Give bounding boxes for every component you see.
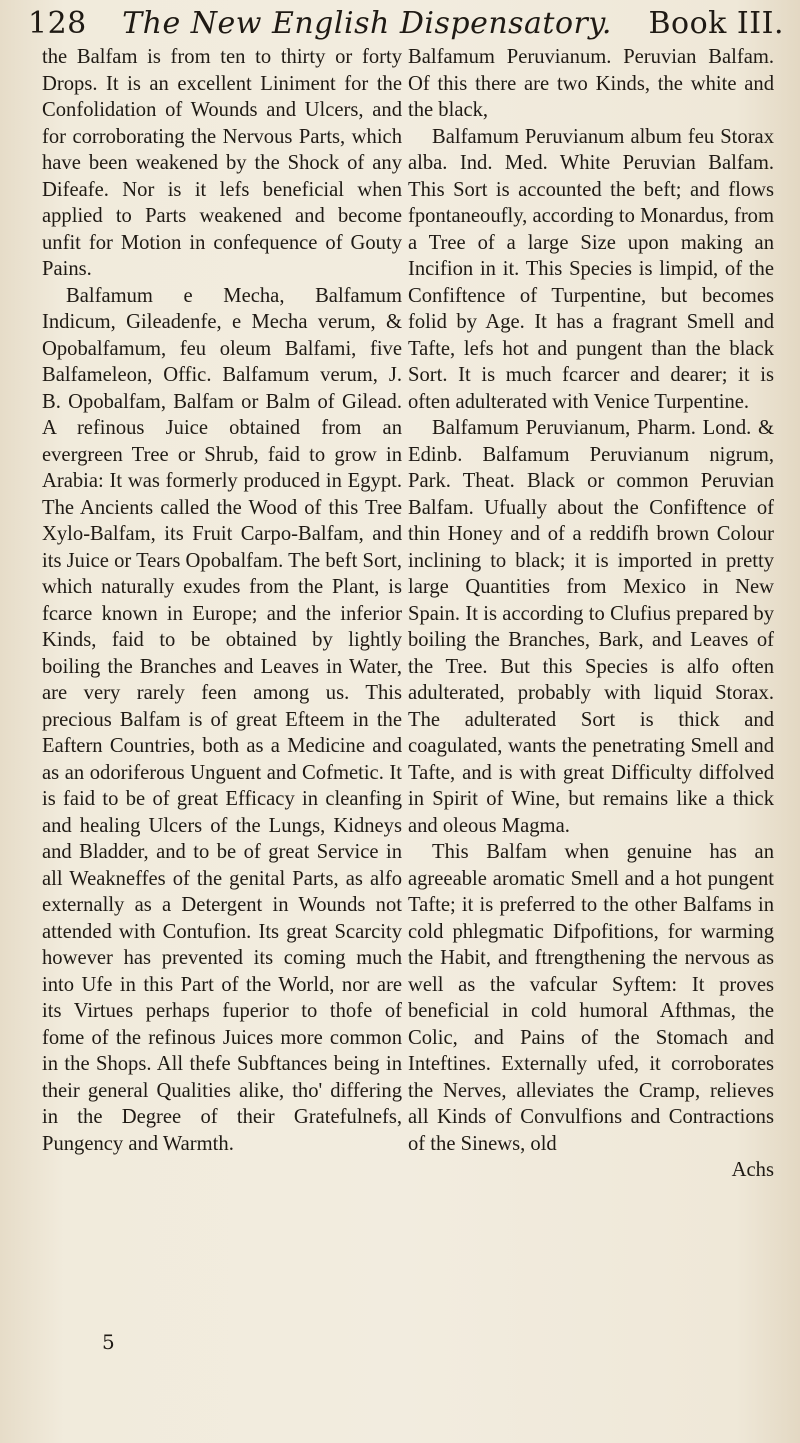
running-header: [28, 6, 784, 46]
paragraph: Balfamum Peruvianum. Peruvian Balfam. Of this there are two Kinds, the white and the black,: [408, 46, 774, 121]
paragraph: Balfamum Peruvianum album feu Storax alba. Ind. Med. White Peruvian Balfam. This Sort is accounted the beft; and flows fpontaneoufly, according to Monardus, from a Tree of a large Size upon making an Incifion in it. This Species is limpid, of the Confiftence of Turpentine, but becomes folid by Age. It has a fragrant Smell and Tafte, lefs hot and pungent than the black Sort. It is much fcarcer and dearer; it is often adulterated with Venice Turpentine.: [408, 125, 774, 413]
paragraph: This Balfam when genuine has an agreeable aromatic Smell and a hot pungent Tafte; it is preferred to the other Balfams in cold phlegmatic Difpofitions, for warming the Habit, and ftrengthening the nervous as well as the vafcular Syftem: It proves beneficial in cold humoral Afthmas, the Colic, and Pains of the Stomach and Inteftines. Externally ufed, it corroborates the Nerves, alleviates the Cramp, relieves all Kinds of Convulfions and Contractions of the Sinews, old: [408, 841, 774, 1155]
right-column: [408, 44, 774, 1184]
page-number: 128: [28, 6, 87, 41]
signature-mark: 5: [102, 1330, 115, 1354]
left-column: [42, 44, 402, 1157]
catchword: Achs: [731, 1159, 774, 1181]
running-title: The New English Dispensatory.: [122, 6, 612, 41]
paragraph: Balfamum e Mecha, Balfamum Indicum, Gileadenfe, e Mecha verum, & Opobalfamum, feu oleum Balfami, five Balfameleon, Offic. Balfamum verum, J. B. Opobalfam, Balfam or Balm of Gilead. A refinous Juice obtained from an evergreen Tree or Shrub, faid to grow in Arabia: It was formerly produced in Egypt. The Ancients called the Wood of this Tree Xylo-Balfam, its Fruit Carpo-Balfam, and its Juice or Tears Opobalfam. The beft Sort, which naturally exudes from the Plant, is fcarce known in Europe; and the inferior Kinds, faid to be obtained by lightly boiling the Branches and Leaves in Water, are very rarely feen among us. This precious Balfam is of great Efteem in the Eaftern Countries, both as a Medicine and as an odoriferous Unguent and Cofmetic. It is faid to be of great Efficacy in cleanfing and healing Ulcers of the Lungs, Kidneys and Bladder, and to be of great Service in all Weakneffes of the genital Parts, as alfo externally as a Detergent in Wounds not attended with Contufion. Its great Scarcity however has prevented its coming much into Ufe in this Part of the World, nor are its Virtues perhaps fuperior to thofe of fome of the refinous Juices more common in the Shops. All thefe Subftances being in their general Qualities alike, tho' differing in the Degree of their Gratefulnefs, Pungency and Warmth.: [42, 284, 402, 1155]
book-label: Book III.: [648, 6, 784, 41]
paragraph: the Balfam is from ten to thirty or forty Drops. It is an excellent Liniment for the Confolidation of Wounds and Ulcers, and for corroborating the Nervous Parts, which have been weakened by the Shock of any Difeafe. Nor is it lefs beneficial when applied to Parts weakened and become unfit for Motion in confequence of Gouty Pains.: [42, 46, 402, 280]
paragraph: Balfamum Peruvianum, Pharm. Lond. & Edinb. Balfamum Peruvianum nigrum, Park. Theat. Black or common Peruvian Balfam. Ufually about the Confiftence of thin Honey and of a reddifh brown Colour inclining to black; it is imported in pretty large Quantities from Mexico in New Spain. It is according to Clufius prepared by boiling the Branches, Bark, and Leaves of the Tree. But this Species is alfo often adulterated, probably with liquid Storax. The adulterated Sort is thick and coagulated, wants the penetrating Smell and Tafte, and is with great Difficulty diffolved in Spirit of Wine, but remains like a thick and oleous Magma.: [408, 417, 774, 837]
